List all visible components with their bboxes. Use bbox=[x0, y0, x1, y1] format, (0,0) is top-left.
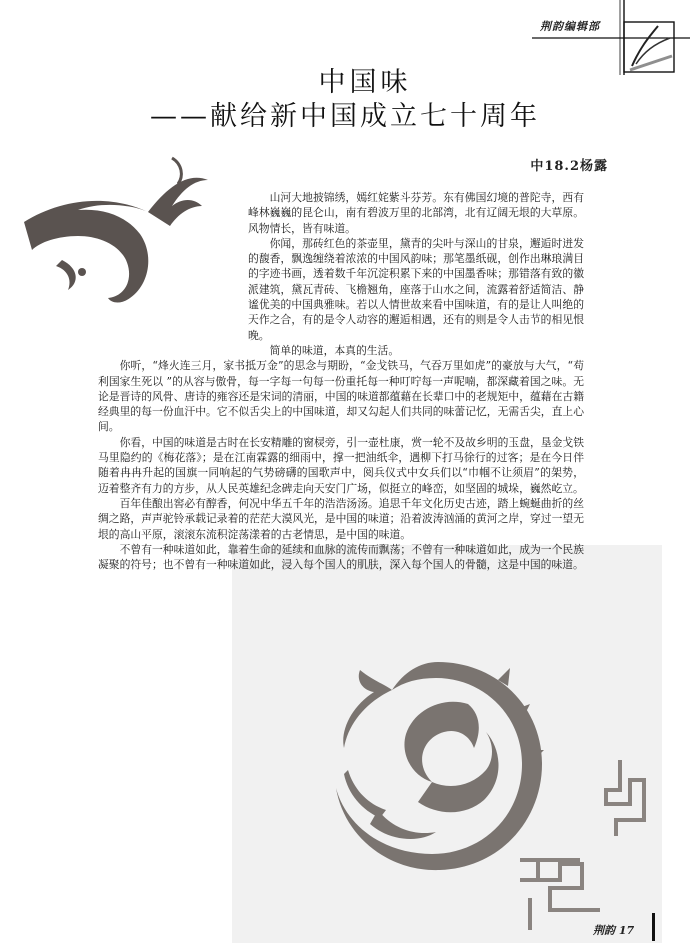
article-paragraph-5: 你看，中国的味道是古时在长安精雕的窗棂旁，引一壶杜康，赏一轮不及故乡明的玉盘，垦金戈铁马里隐约的《梅花落》；是在江南霖露的细雨中，撑一把油纸伞，遇柳下打马徐行的过客；是在今日伴随着冉冉升起的国旗一同响起的气势磅礴的国歌声中，阅兵仪式中女兵们以“巾帼不让须眉”的架势，迈着整齐有力的方步，从人民英雄纪念碑走向天安门广场，似挺立的峰峦，如坚固的城垛，巍然屹立。 bbox=[98, 435, 584, 495]
author-byline: 中18.2杨露 bbox=[530, 159, 608, 174]
footer-divider bbox=[652, 913, 655, 941]
lattice-frame-ornament bbox=[520, 760, 660, 930]
article-paragraph-3: 简单的味道，本真的生活。 bbox=[269, 343, 400, 357]
page-number-label: 荆韵 17 bbox=[593, 924, 635, 937]
page-title: 中国味 bbox=[318, 67, 412, 98]
article-body bbox=[98, 190, 584, 572]
page-subtitle: ——献给新中国成立七十周年 bbox=[150, 101, 540, 132]
article-paragraph-7: 不曾有一种味道如此，靠着生命的延续和血脉的流传而飘荡；不曾有一种味道如此，成为一个民族凝聚的符号；也不曾有一种味道如此，浸入每个国人的肌肤，深入每个国人的骨髓，这是中国的味道。 bbox=[98, 542, 584, 572]
column-name: 荆韵编辑部 bbox=[540, 20, 600, 33]
article-paragraph-1: 山河大地披锦绣，嫣红姹紫斗芬芳。东有佛国幻境的普陀寺，西有峰林巍巍的昆仑山，南有碧波万里的北部湾，北有辽阔无垠的大草原。风物情长，皆有味道。 bbox=[248, 191, 584, 235]
article-paragraph-4: 你听，“烽火连三月，家书抵万金”的思念与期盼，“金戈铁马，气吞万里如虎”的豪放与大气，“苟利国家生死以 ”的从容与傲骨，每一字每一句每一份重托每一种叮咛每一声呢喃，都深藏着国之味。无论是晋诗的风骨、唐诗的雍容还是宋词的清丽，中国的味道都蕴藉在长辈口中的老规矩中，蕴藉在古籍经典里的每一份血汗中。它不似舌尖上的中国味道，却又勾起人们共同的味蕾记忆，无需舌尖，直上心间。 bbox=[98, 359, 584, 434]
article-paragraph-6: 百年佳酿出窖必有醇香，何况中华五千年的浩浩汤汤。追思千年文化历史古迹，踏上蜿蜒曲折的丝绸之路，声声驼铃承载记录着的茫茫大漠风光，是中国的味道；沿着波涛汹涌的黄河之岸，穿过一望无垠的高山平原，滚滚东流积淀荡漾着的古老情思，是中国的味道。 bbox=[98, 496, 584, 541]
article-paragraph-2: 你闻，那砖红色的茶壶里，黛青的尖叶与深山的甘泉，邂逅时迸发的馥香，飘逸缠绕着浓浓的中国风韵味；那笔墨纸砚，创作出琳琅满目的字迹书画，透着数千年沉淀积累下来的中国墨香味；那错落有致的徽派建筑，黛瓦青砖、飞檐翘角，座落于山水之间，流露着舒适简洁、静谧优美的中国典雅味。若以人情世故来看中国味道，有的是让人叫绝的天作之合，有的是令人动容的邂逅相遇，还有的则是令人击节的相见恨晚。 bbox=[248, 236, 584, 342]
